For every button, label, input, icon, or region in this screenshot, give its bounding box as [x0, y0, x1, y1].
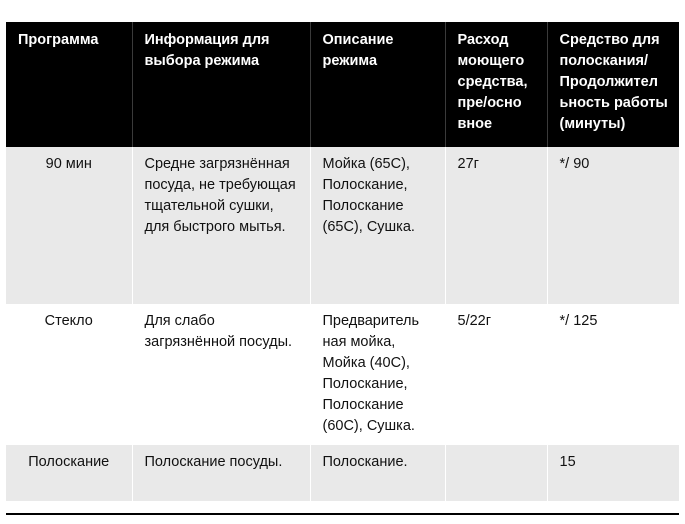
table-bottom-rule [6, 513, 679, 515]
table-row [6, 304, 679, 445]
cell-detergent: 27г [445, 147, 547, 304]
cell-info: Средне загрязнённая посуда, не требующая тщательной сушки, для быстрого мытья. [132, 147, 310, 304]
cell-description: Мойка (65С), Полоскание, Полоскание (65С), Сушка. [310, 147, 445, 304]
programs-table-container [6, 22, 679, 501]
header-info: Информация для выбора режима [132, 22, 310, 147]
cell-detergent [445, 445, 547, 501]
header-row [6, 22, 679, 147]
table-row [6, 445, 679, 501]
cell-info: Для слабо загрязнённой посуды. [132, 304, 310, 445]
cell-detergent: 5/22г [445, 304, 547, 445]
cell-rinse-duration: */ 125 [547, 304, 679, 445]
table-row [6, 147, 679, 304]
cell-info: Полоскание посуды. [132, 445, 310, 501]
header-program: Программа [6, 22, 132, 147]
header-description: Описание режима [310, 22, 445, 147]
cell-rinse-duration: 15 [547, 445, 679, 501]
header-rinse-duration: Средство для полоскания/ Продолжител ьность работы (минуты) [547, 22, 679, 147]
cell-rinse-duration: */ 90 [547, 147, 679, 304]
cell-description: Полоскание. [310, 445, 445, 501]
table-body [6, 147, 679, 501]
cell-description: Предваритель ная мойка, Мойка (40С), Полоскание, Полоскание (60С), Сушка. [310, 304, 445, 445]
table-header [6, 22, 679, 147]
cell-program: Полоскание [6, 445, 132, 501]
cell-program: Стекло [6, 304, 132, 445]
header-detergent: Расход моющего средства, пре/осно вное [445, 22, 547, 147]
cell-program: 90 мин [6, 147, 132, 304]
programs-table [6, 22, 679, 501]
